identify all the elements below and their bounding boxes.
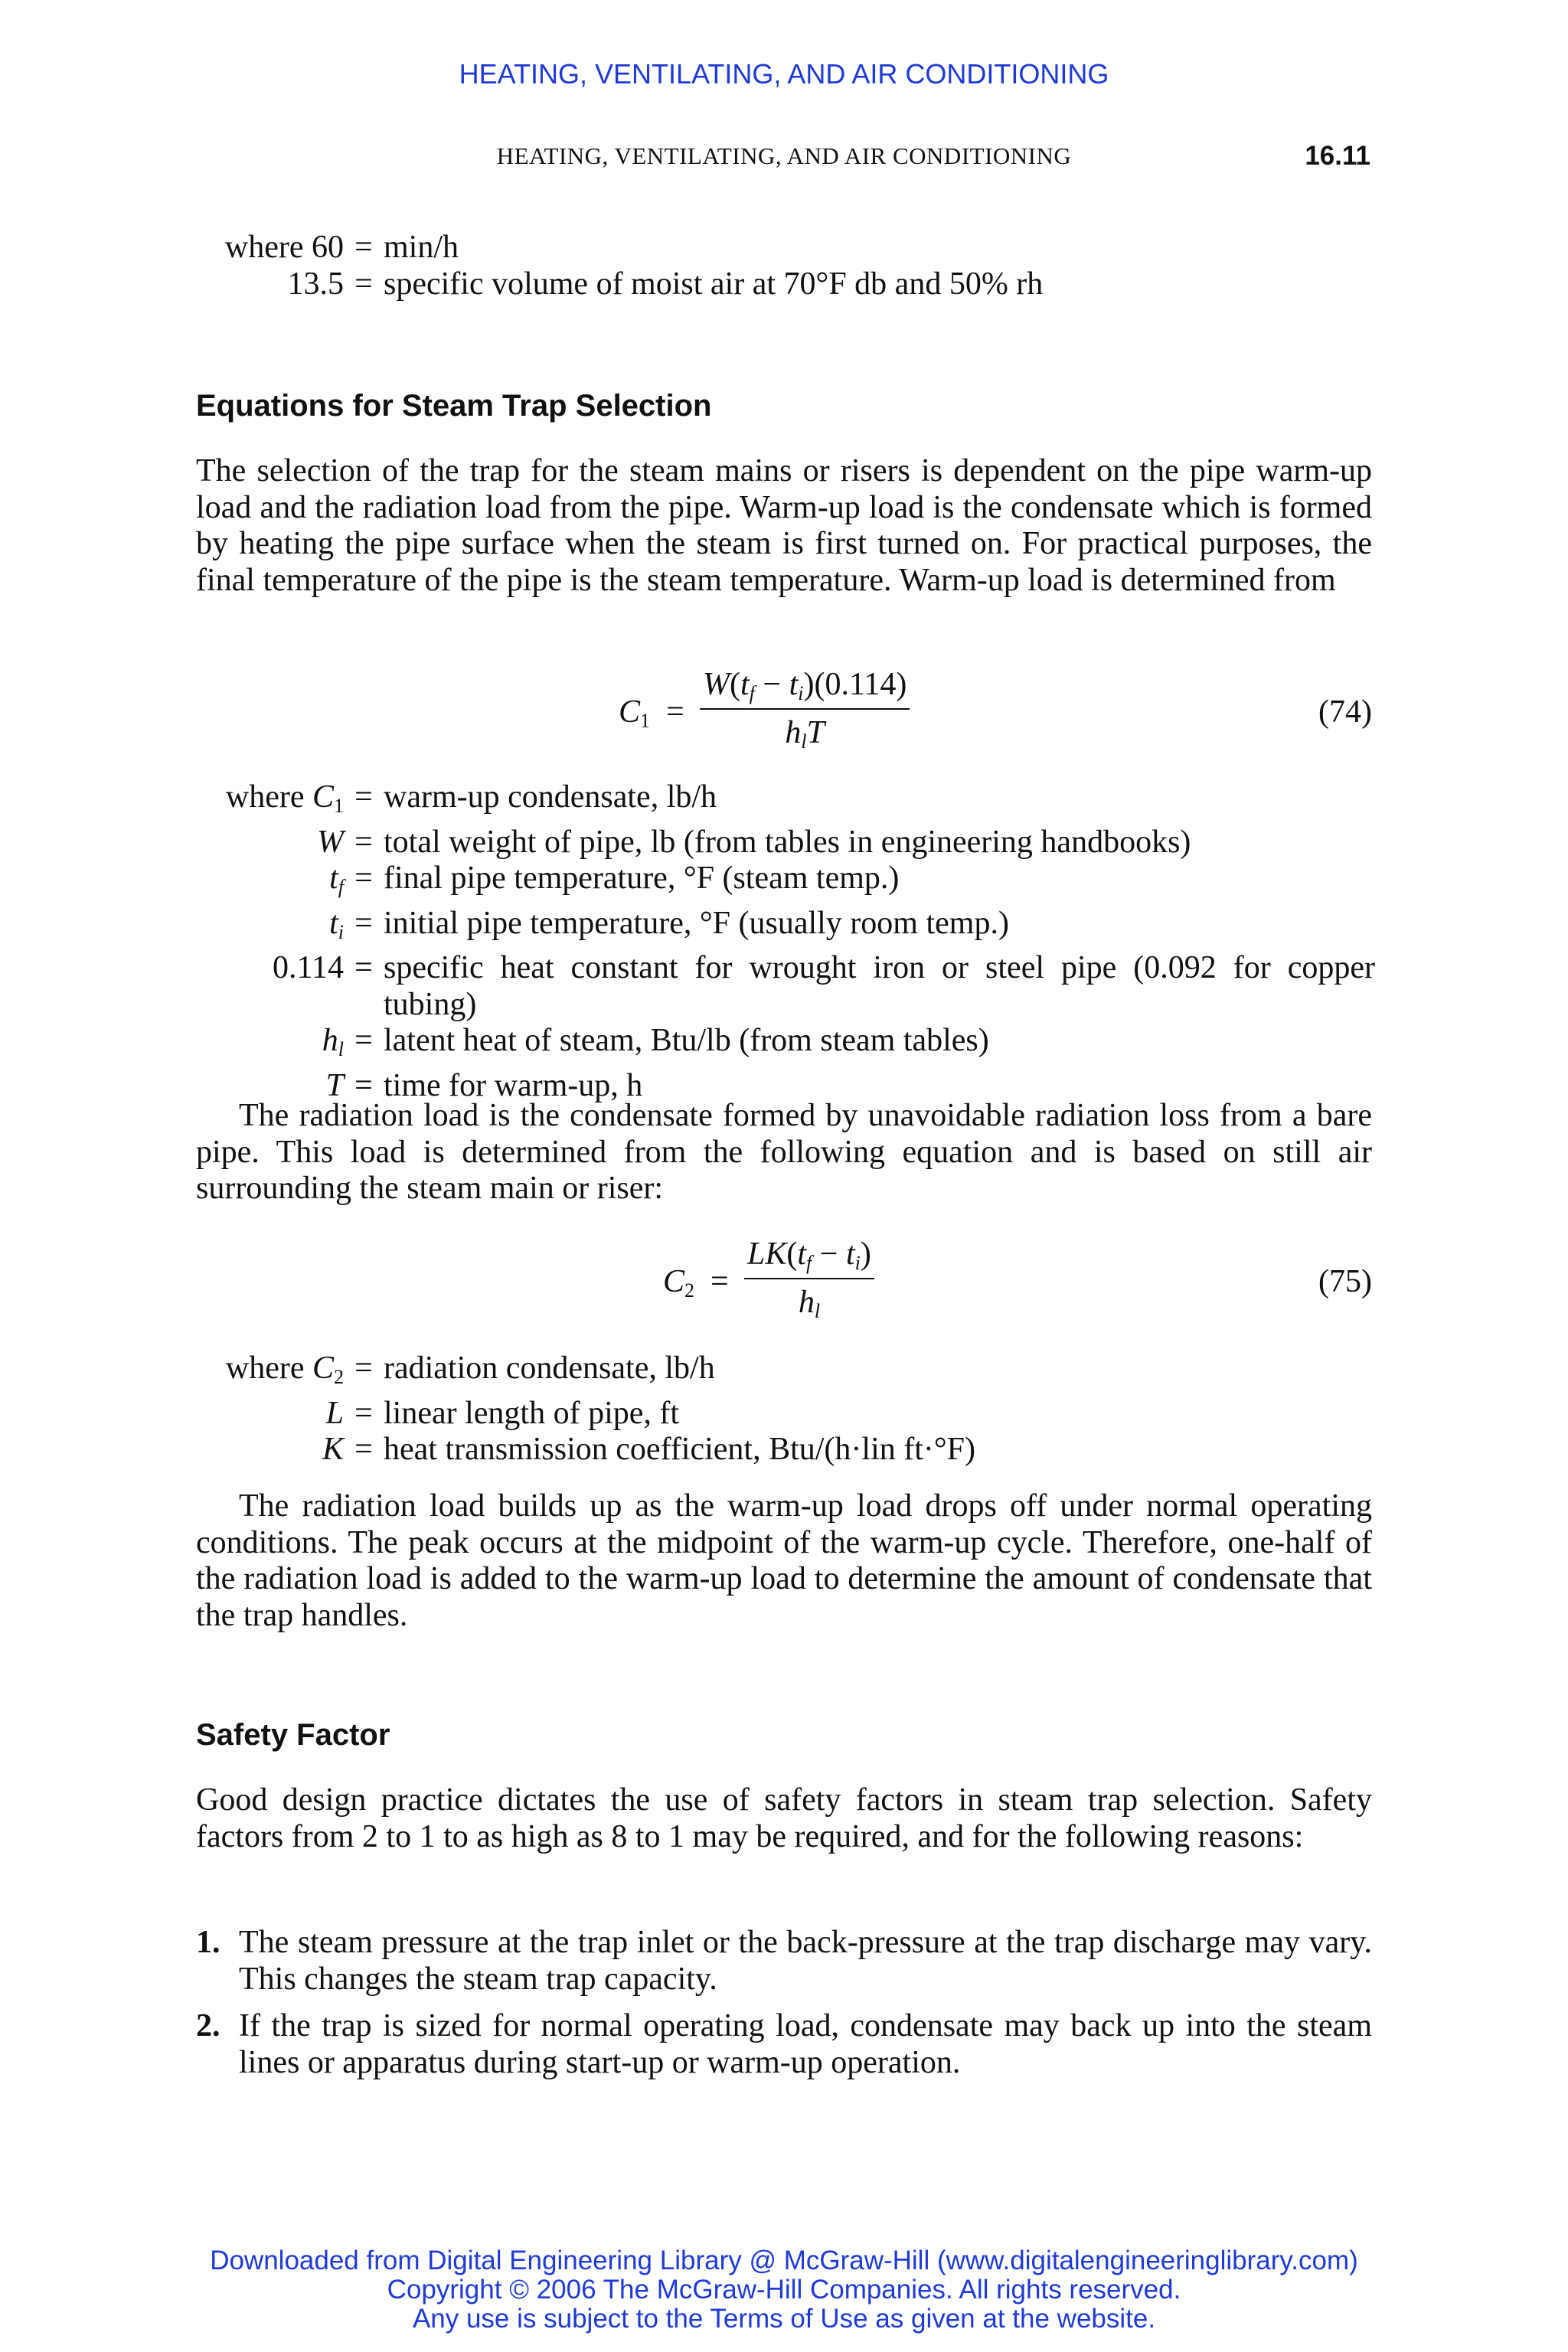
where-symbol: where $C_2$ [225, 1351, 344, 1388]
where-definition: final pipe temperature, °F (steam temp.) [384, 861, 900, 896]
where-row: K = heat transmission coefficient, Btu/(h·lin ft·°F) [196, 1432, 1375, 1468]
where-row: $h_l$ = latent heat of steam, Btu/lb (from steam tables) [196, 1023, 1375, 1068]
where-symbol: $t_f$ [329, 861, 344, 898]
where-row: 0.114 = specific heat constant for wrought iron or steel pipe (0.092 for copper tubing) [196, 950, 1375, 1023]
where-symbol: W [317, 824, 344, 860]
running-head [0, 142, 1568, 173]
footer-line: Downloaded from Digital Engineering Library @ McGraw-Hill (www.digitalengineeringlibrary.com) [210, 2246, 1358, 2275]
equation-lhs: $C_1$ = [619, 694, 684, 732]
where-list-74 [196, 779, 1375, 1104]
where-row: L = linear length of pipe, ft [196, 1396, 1375, 1432]
where-definition: specific heat constant for wrought iron or steel pipe (0.092 for copper tubing) [384, 950, 1375, 1022]
where-definition: time for warm-up, h [384, 1067, 643, 1103]
where-definition: radiation condensate, lb/h [384, 1351, 715, 1386]
equation-number: (75) [1318, 1264, 1372, 1299]
list-item-number: 1. [196, 1925, 220, 1960]
footer-line: Copyright © 2006 The McGraw-Hill Companies. All rights reserved. [387, 2275, 1181, 2305]
equation-denominator: $h_lT$ [785, 715, 825, 753]
where-symbol: K [322, 1432, 344, 1467]
where-definition: total weight of pipe, lb (from tables in engineering handbooks) [384, 824, 1191, 860]
where-definition: heat transmission coefficient, Btu/(h·lin ft·°F) [384, 1432, 976, 1467]
where-row: $t_f$ = final pipe temperature, °F (steam temp.) [196, 861, 1375, 906]
where-symbol: T [325, 1067, 344, 1103]
where-row: W = total weight of pipe, lb (from tables in engineering handbooks) [196, 825, 1375, 861]
footer-line: Any use is subject to the Terms of Use as given at the website. [412, 2304, 1156, 2334]
where-row: where $C_1$ = warm-up condensate, lb/h [196, 779, 1375, 825]
where-symbol: 0.114 [273, 950, 344, 985]
equation-number: (74) [1318, 694, 1372, 730]
where-definition: initial pipe temperature, °F (usually room temp.) [384, 905, 1009, 941]
where-symbol: 13.5 [287, 266, 344, 302]
where-list-top [196, 230, 1375, 302]
paragraph: Good design practice dictates the use of safety factors in steam trap selection. Safety factors from 2 to 1 to as high as 8 to 1 may be required, and for the following reasons: [196, 1782, 1372, 1854]
where-symbol: $t_i$ [329, 905, 344, 943]
paragraph: The selection of the trap for the steam mains or risers is dependent on the pipe warm-up load and the radiation load from the pipe. Warm-up load is the condensate which is formed by heating the pipe surface when the steam is first turned on. For practical purposes, the final temperature of the pipe is the steam temperature. Warm-up load is determined from [196, 453, 1372, 598]
download-footer [0, 2246, 1568, 2334]
where-symbol: where $C_1$ [225, 779, 344, 817]
paragraph: The radiation load is the condensate formed by unavoidable radiation loss from a bare pipe. This load is determined from the following equation and is based on still air surrounding the steam main or riser: [196, 1098, 1372, 1206]
where-row: T = time for warm-up, h [196, 1068, 1375, 1105]
running-head-title: HEATING, VENTILATING, AND AIR CONDITIONING [496, 142, 1072, 169]
numbered-list [196, 1925, 1372, 2092]
where-list-75 [196, 1351, 1375, 1468]
where-row: where 60 = min/h [196, 230, 1375, 266]
page-number: 16.11 [1305, 141, 1370, 171]
where-symbol: where 60 [224, 230, 344, 265]
equation-denominator: $h_l$ [798, 1285, 821, 1322]
list-item-text: If the trap is sized for normal operating load, condensate may back up into the steam lines or apparatus during start-up or warm-up operation. [239, 2008, 1372, 2080]
where-row: where $C_2$ = radiation condensate, lb/h [196, 1351, 1375, 1396]
equation-lhs: $C_2$ = [663, 1264, 729, 1302]
where-definition: linear length of pipe, ft [384, 1395, 680, 1431]
where-definition: warm-up condensate, lb/h [384, 779, 717, 815]
equation-numerator: $W(t_f - t_i)(0.114)$ [700, 666, 910, 710]
equation-fraction [700, 666, 910, 753]
paragraph: The radiation load builds up as the warm-up load drops off under normal operating conditions. The peak occurs at the midpoint of the warm-up cycle. Therefore, one-half of the radiation load is added to the warm-up load to determine the amount of condensate that the trap handles. [196, 1488, 1372, 1633]
section-heading: Equations for Steam Trap Selection [196, 389, 712, 423]
where-symbol: $h_l$ [322, 1023, 344, 1060]
where-row: 13.5 = specific volume of moist air at 70°F db and 50% rh [196, 266, 1375, 303]
list-item-number: 2. [196, 2008, 220, 2043]
where-row: $t_i$ = initial pipe temperature, °F (usually room temp.) [196, 906, 1375, 951]
where-definition: latent heat of steam, Btu/lb (from steam tables) [384, 1023, 989, 1058]
list-item [196, 1925, 1372, 1998]
where-definition: specific volume of moist air at 70°F db and 50% rh [384, 266, 1044, 302]
section-heading: Safety Factor [196, 1718, 390, 1752]
equation-75 [196, 1236, 1372, 1328]
source-banner: HEATING, VENTILATING, AND AIR CONDITIONING [459, 58, 1109, 90]
list-item [196, 2008, 1372, 2081]
equation-numerator: $LK(t_f - t_i)$ [744, 1236, 874, 1279]
equation-74 [196, 666, 1372, 758]
where-symbol: L [325, 1395, 344, 1431]
equation-fraction [744, 1236, 874, 1323]
where-definition: min/h [384, 230, 459, 265]
list-item-text: The steam pressure at the trap inlet or the back-pressure at the trap discharge may vary. This changes the steam trap capacity. [239, 1925, 1372, 1997]
